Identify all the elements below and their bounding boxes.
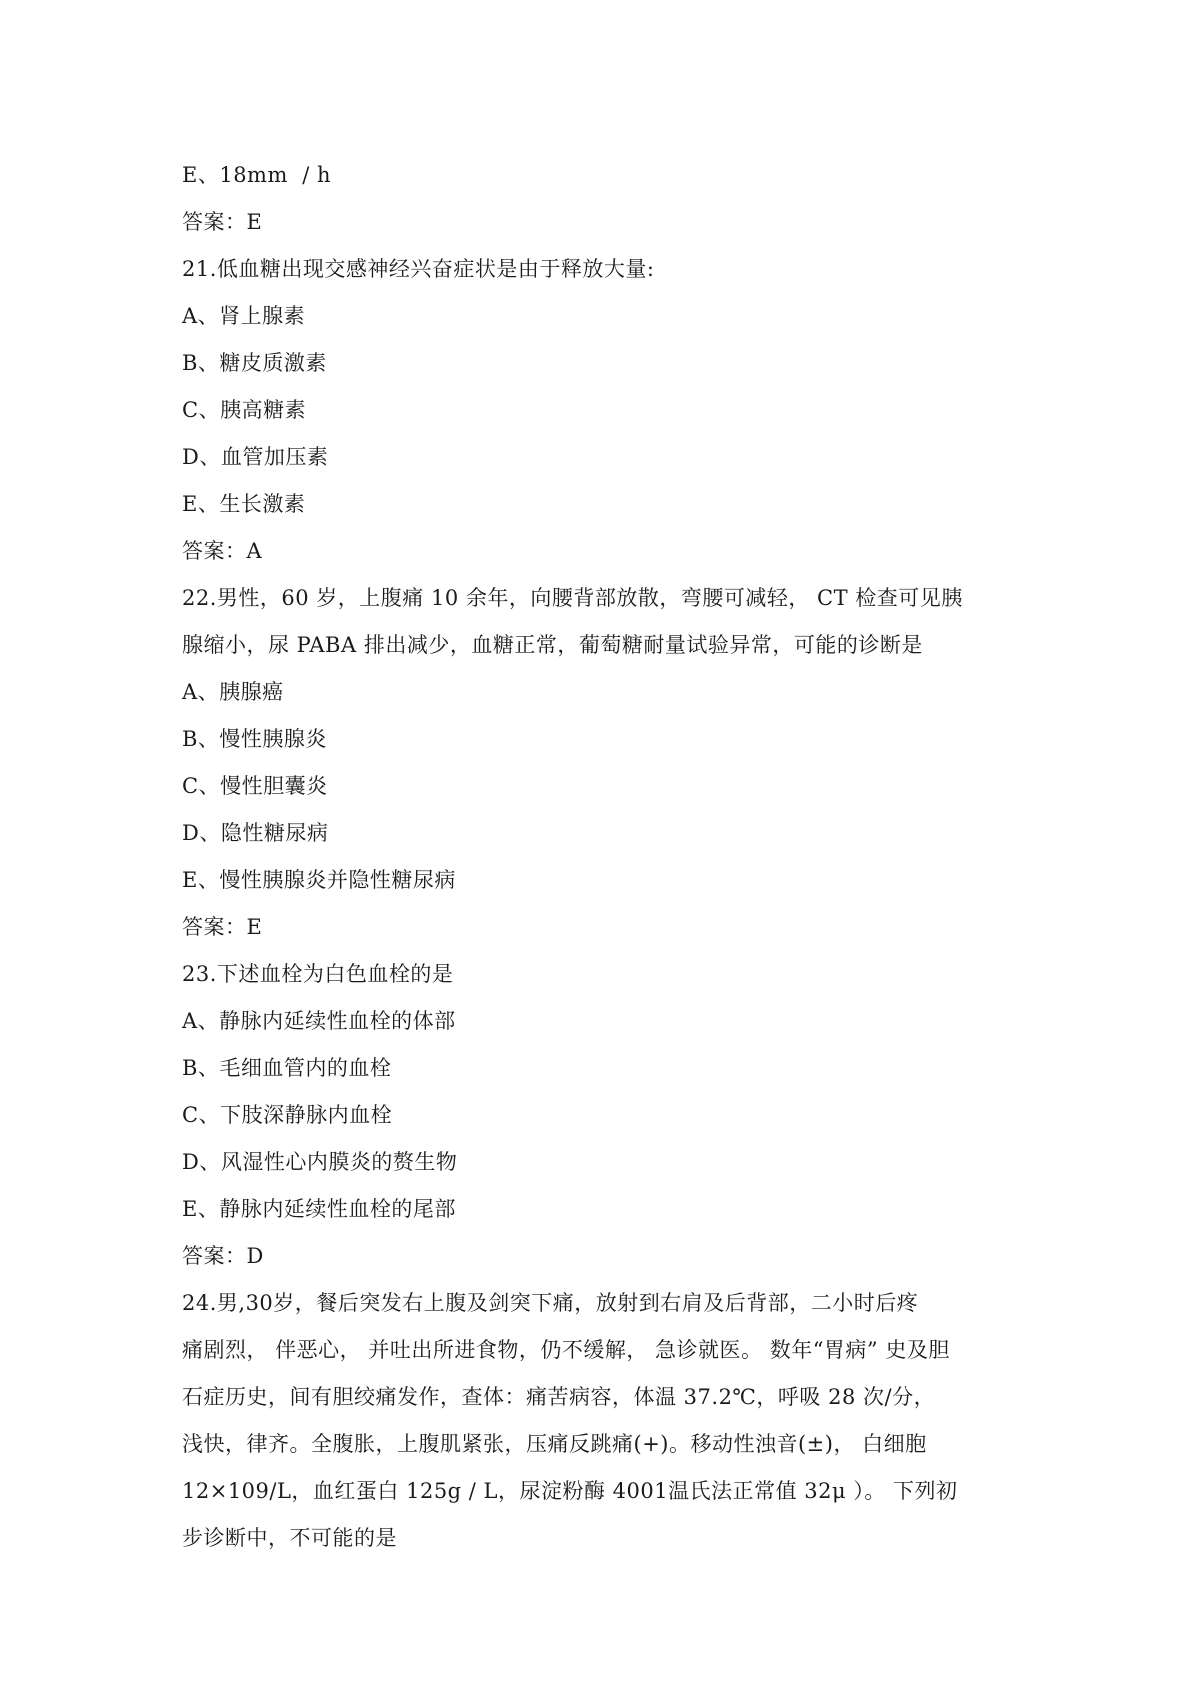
question-line: 12×109/L，血红蛋白 125g / L，尿淀粉酶 4001温氏法正常值 32μ ）。 下列初	[182, 1479, 958, 1503]
option-line: A、静脉内延续性血栓的体部	[182, 1009, 456, 1033]
option-line: E、18mm / h	[182, 163, 332, 187]
question-line: 石症历史，间有胆绞痛发作，查体：痛苦病容，体温 37.2℃，呼吸 28 次/分，	[182, 1385, 936, 1409]
question-line: 24.男,30岁，餐后突发右上腹及剑突下痛，放射到右肩及后背部，二小时后疼	[182, 1291, 919, 1315]
question-line: 22.男性，60 岁，上腹痛 10 余年，向腰背部放散，弯腰可减轻， CT 检查可见胰	[182, 586, 963, 610]
question-line: 步诊断中，不可能的是	[182, 1526, 397, 1550]
document-page	[182, 152, 1042, 1562]
option-line: C、下肢深静脉内血栓	[182, 1103, 393, 1127]
option-line: C、慢性胆囊炎	[182, 774, 328, 798]
option-line: E、静脉内延续性血栓的尾部	[182, 1197, 456, 1221]
option-line: A、胰腺癌	[182, 680, 284, 704]
answer-line: 答案：D	[182, 1244, 264, 1268]
answer-line: 答案：E	[182, 210, 263, 234]
option-line: D、血管加压素	[182, 445, 329, 469]
option-line: B、糖皮质激素	[182, 351, 327, 375]
option-line: D、隐性糖尿病	[182, 821, 329, 845]
option-line: B、毛细血管内的血栓	[182, 1056, 392, 1080]
question-line: 21.低血糖出现交感神经兴奋症状是由于释放大量:	[182, 257, 655, 281]
question-line: 腺缩小，尿 PABA 排出减少，血糖正常，葡萄糖耐量试验异常，可能的诊断是	[182, 633, 923, 657]
option-line: B、慢性胰腺炎	[182, 727, 327, 751]
question-line: 浅快，律齐。全腹胀，上腹肌紧张，压痛反跳痛(+)。移动性浊音(±)， 白细胞	[182, 1432, 927, 1456]
option-line: A、肾上腺素	[182, 304, 306, 328]
answer-line: 答案：E	[182, 915, 263, 939]
option-line: C、胰高糖素	[182, 398, 307, 422]
option-line: E、慢性胰腺炎并隐性糖尿病	[182, 868, 456, 892]
option-line: D、风湿性心内膜炎的赘生物	[182, 1150, 458, 1174]
question-line: 23.下述血栓为白色血栓的是	[182, 962, 454, 986]
option-line: E、生长激素	[182, 492, 306, 516]
answer-line: 答案：A	[182, 539, 263, 563]
question-line: 痛剧烈， 伴恶心， 并吐出所进食物，仍不缓解， 急诊就医。 数年“胃病” 史及胆	[182, 1338, 950, 1362]
